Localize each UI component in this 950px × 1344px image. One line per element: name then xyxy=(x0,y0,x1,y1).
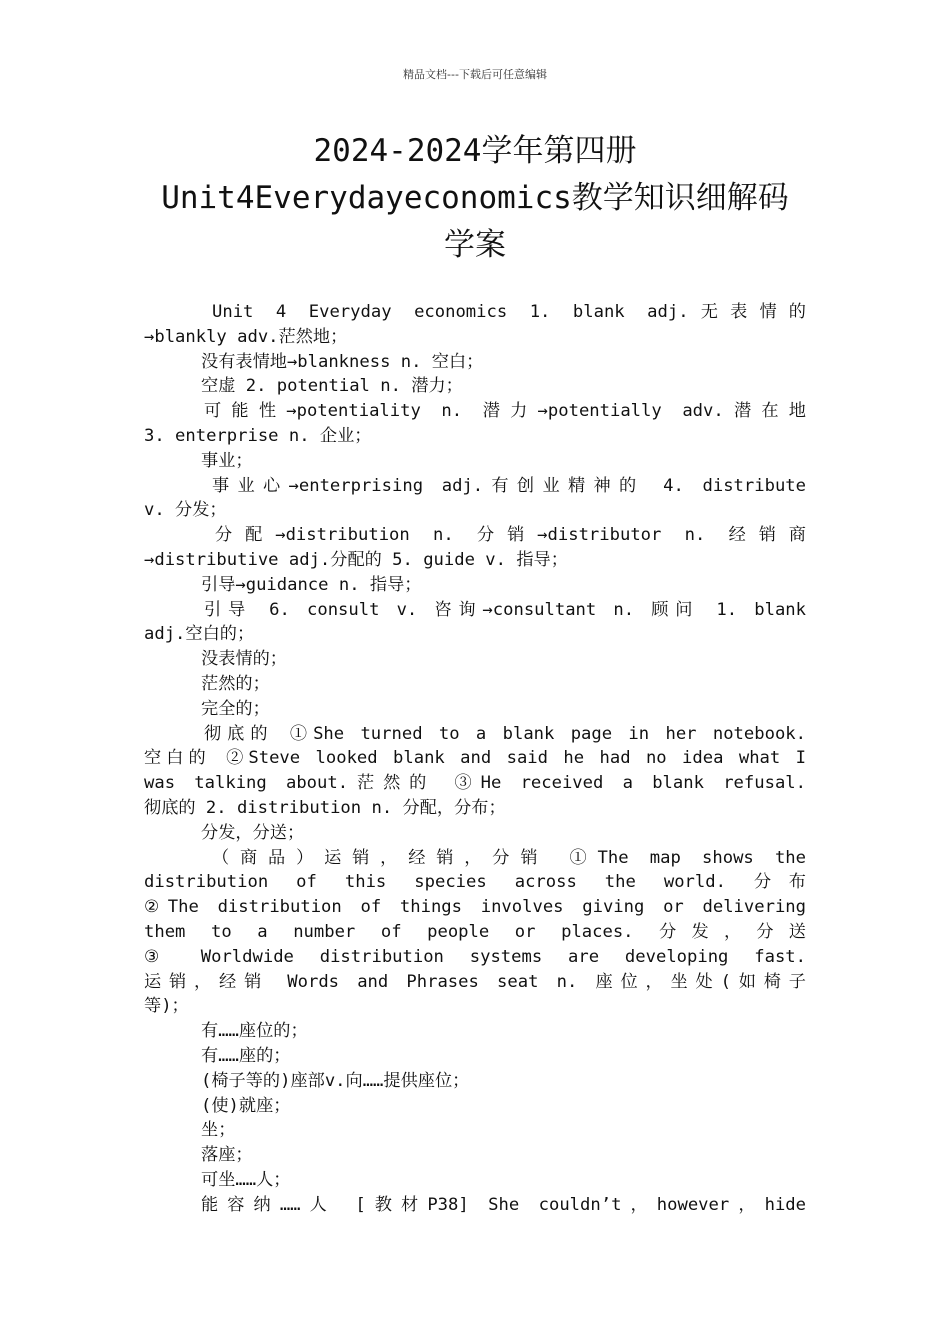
title-line-2: Unit4Everydayeconomics教学知识细解码 xyxy=(161,180,789,216)
body-line: 可能性→potentiality n. 潜力→potentially adv.潜在地 xyxy=(204,401,806,422)
body-line: 有……座位的； xyxy=(201,1021,308,1042)
title-line-3: 学案 xyxy=(444,227,506,263)
body-line: 3. enterprise n. 企业； xyxy=(144,425,372,446)
body-line: 等)； xyxy=(144,996,189,1017)
body-line: 彻底的 ①She turned to a blank page in her notebook. xyxy=(204,723,806,744)
body-line: them to a number of people or places. 分发，分送 xyxy=(144,921,806,942)
body-line: 运销，经销 Words and Phrases seat n. 座位，坐处(如椅子 xyxy=(144,971,806,992)
body-line: （商品）运销，经销，分销 ①The map shows the xyxy=(212,847,806,868)
body-line: 彻底的 2. distribution n. 分配，分布； xyxy=(144,797,506,818)
body-line: v. 分发； xyxy=(144,500,227,521)
body-line: →blankly adv.茫然地； xyxy=(144,326,348,347)
body-line: ②The distribution of things involves giving or delivering xyxy=(144,897,806,918)
body-line: Unit 4 Everyday economics 1. blank adj.无表情的 xyxy=(212,302,806,322)
body-line: 坐； xyxy=(201,1120,236,1141)
body-line: →distributive adj.分配的 5. guide v. 指导； xyxy=(144,549,568,570)
body-line: 空虚 2. potential n. 潜力； xyxy=(201,376,463,397)
body-line: (椅子等的)座部v.向……提供座位； xyxy=(201,1070,470,1091)
body-line: (使)就座； xyxy=(201,1095,291,1116)
body-line: 分发，分送； xyxy=(201,822,305,843)
body-line: 完全的； xyxy=(201,698,270,719)
body-line: 空白的 ②Steve looked blank and said he had no idea what I xyxy=(144,748,806,769)
title-line-1: 2024-2024学年第四册 xyxy=(313,133,637,169)
document-title xyxy=(140,128,810,269)
body-line: 能容纳……人 [教材P38] She couldn’t，however，hide xyxy=(201,1194,806,1215)
body-line: 事业； xyxy=(201,450,253,471)
body-line: 事业心→enterprising adj.有创业精神的 4. distribute xyxy=(212,475,806,496)
body-line: 没表情的； xyxy=(201,649,287,670)
body-line: 引导→guidance n. 指导； xyxy=(201,574,422,595)
body-line: 茫然的； xyxy=(201,673,270,694)
body-line: 落座； xyxy=(201,1145,253,1166)
body-line: distribution of this species across the world. 分布 xyxy=(144,872,806,893)
body-line: 有……座的； xyxy=(201,1045,291,1066)
body-line: 分配→distribution n. 分销→distributor n. 经销商 xyxy=(215,525,806,546)
body-line: was talking about.茫然的 ③He received a blank refusal. xyxy=(144,773,806,794)
document-body xyxy=(144,300,806,1217)
header-note: 精品文档---下载后可任意编辑 xyxy=(403,68,547,81)
body-line: adj.空白的； xyxy=(144,624,255,645)
body-line: ③ Worldwide distribution systems are developing fast. xyxy=(144,946,806,967)
body-line: 引导 6. consult v. 咨询→consultant n. 顾问 1. blank xyxy=(204,599,806,620)
body-line: 没有表情地→blankness n. 空白； xyxy=(201,351,484,372)
body-line: 可坐……人； xyxy=(201,1169,291,1190)
